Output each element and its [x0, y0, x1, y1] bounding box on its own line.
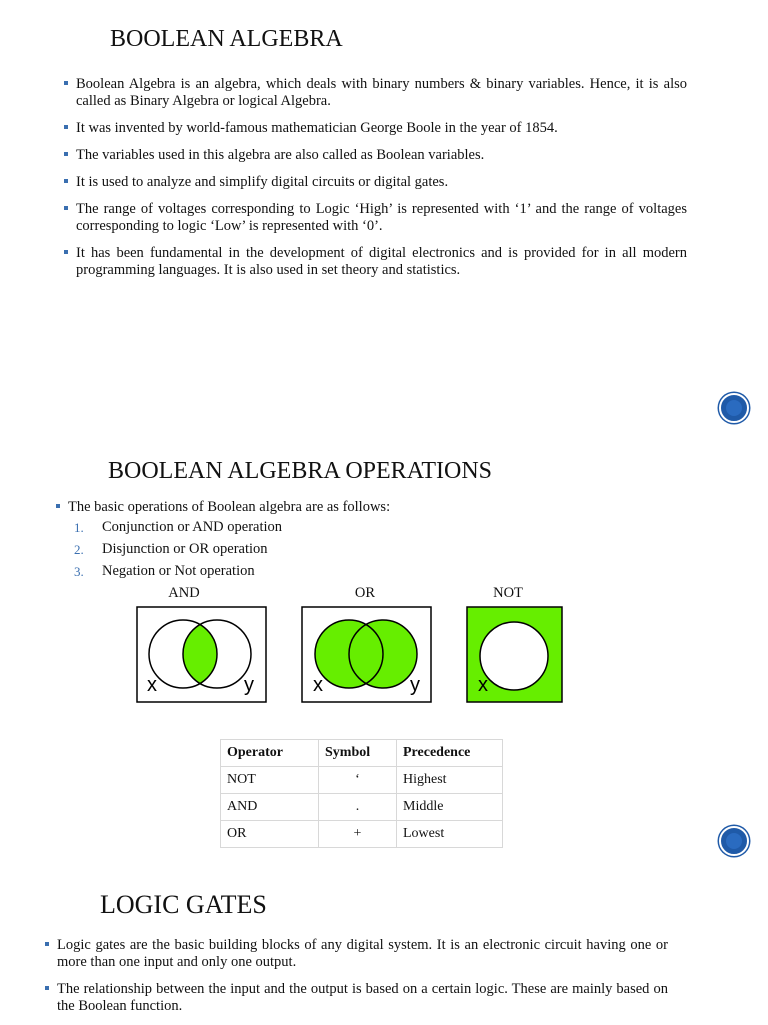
table-row	[221, 794, 503, 821]
operation-item	[74, 541, 474, 563]
section3-bullets	[45, 937, 668, 1025]
bullet-icon	[64, 152, 68, 156]
list-number: 2.	[74, 542, 84, 557]
bullet-item	[64, 174, 687, 191]
bullet-text: The basic operations of Boolean algebra are as follows:	[68, 499, 391, 515]
slide-nav-button[interactable]	[719, 393, 749, 423]
bullet-text: It is used to analyze and simplify digital circuits or digital gates.	[76, 174, 449, 190]
operation-text: Disjunction or OR operation	[102, 541, 268, 557]
operation-text: Conjunction or AND operation	[102, 519, 283, 535]
circle-icon	[726, 400, 742, 416]
bullet-item	[45, 937, 668, 971]
or-venn-diagram	[301, 606, 433, 704]
operations-list	[74, 519, 474, 585]
not-diagram-label: NOT	[493, 585, 523, 601]
table-header-row	[221, 740, 503, 767]
operation-item	[74, 563, 474, 585]
bullet-text: Logic gates are the basic building blocks of any digital system. It is an electronic circuit having one or more than one input and only one output.	[57, 937, 668, 970]
bullet-item	[64, 201, 687, 235]
bullet-item	[64, 76, 687, 110]
bullet-icon	[45, 942, 49, 946]
bullet-icon	[64, 250, 68, 254]
section1-title: BOOLEAN ALGEBRA	[110, 26, 343, 52]
slide-nav-button[interactable]	[719, 826, 749, 856]
table-cell: .	[319, 794, 397, 821]
table-cell: Highest	[397, 767, 503, 794]
venn-y-label: y	[410, 674, 420, 696]
bullet-item	[64, 120, 687, 137]
section2-title: BOOLEAN ALGEBRA OPERATIONS	[108, 458, 493, 484]
table-cell: +	[319, 821, 397, 848]
circle-x	[480, 622, 548, 690]
bullet-text: The range of voltages corresponding to Logic ‘High’ is represented with ‘1’ and the range of voltages corresponding to logic ‘Low’ is represented with ‘0’.	[76, 201, 687, 234]
table-cell: Lowest	[397, 821, 503, 848]
table-header: Operator	[221, 740, 319, 767]
table-cell: ‘	[319, 767, 397, 794]
bullet-icon	[45, 986, 49, 990]
venn-y-label: y	[244, 674, 254, 696]
venn-x-label: x	[313, 674, 323, 696]
bullet-item	[64, 245, 687, 279]
table-cell: NOT	[221, 767, 319, 794]
bullet-icon	[64, 81, 68, 85]
circle-icon	[726, 833, 742, 849]
and-venn-diagram	[136, 606, 268, 704]
table-cell: AND	[221, 794, 319, 821]
venn-x-label: x	[147, 674, 157, 696]
list-number: 3.	[74, 564, 84, 579]
bullet-text: The variables used in this algebra are also called as Boolean variables.	[76, 147, 485, 163]
bullet-item	[45, 981, 668, 1015]
list-number: 1.	[74, 520, 84, 535]
table-header: Symbol	[319, 740, 397, 767]
or-diagram-label: OR	[354, 585, 376, 601]
bullet-text: It was invented by world-famous mathematician George Boole in the year of 1854.	[76, 120, 558, 136]
operation-item	[74, 519, 474, 541]
bullet-text: The relationship between the input and the output is based on a certain logic. These are mainly based on the Boolean function.	[57, 981, 668, 1014]
table-row	[221, 767, 503, 794]
bullet-icon	[64, 179, 68, 183]
bullet-item	[56, 499, 676, 516]
table-header: Precedence	[397, 740, 503, 767]
bullet-icon	[56, 504, 60, 508]
bullet-text: It has been fundamental in the development of digital electronics and is provided for in all modern programming languages. It is also used in set theory and statistics.	[76, 245, 687, 278]
table-cell: Middle	[397, 794, 503, 821]
bullet-item	[64, 147, 687, 164]
table-row	[221, 821, 503, 848]
and-diagram-label: AND	[168, 585, 200, 601]
bullet-icon	[64, 125, 68, 129]
operator-precedence-table	[220, 739, 503, 848]
venn-x-label: x	[478, 674, 488, 696]
bullet-icon	[64, 206, 68, 210]
operation-text: Negation or Not operation	[102, 563, 255, 579]
not-venn-diagram	[466, 606, 564, 704]
bullet-text: Boolean Algebra is an algebra, which deals with binary numbers & binary variables. Hence, it is also called as Binary Algebra or logical Algebra.	[76, 76, 687, 109]
section3-title: LOGIC GATES	[100, 890, 267, 919]
table-cell: OR	[221, 821, 319, 848]
section1-bullets	[64, 76, 687, 289]
